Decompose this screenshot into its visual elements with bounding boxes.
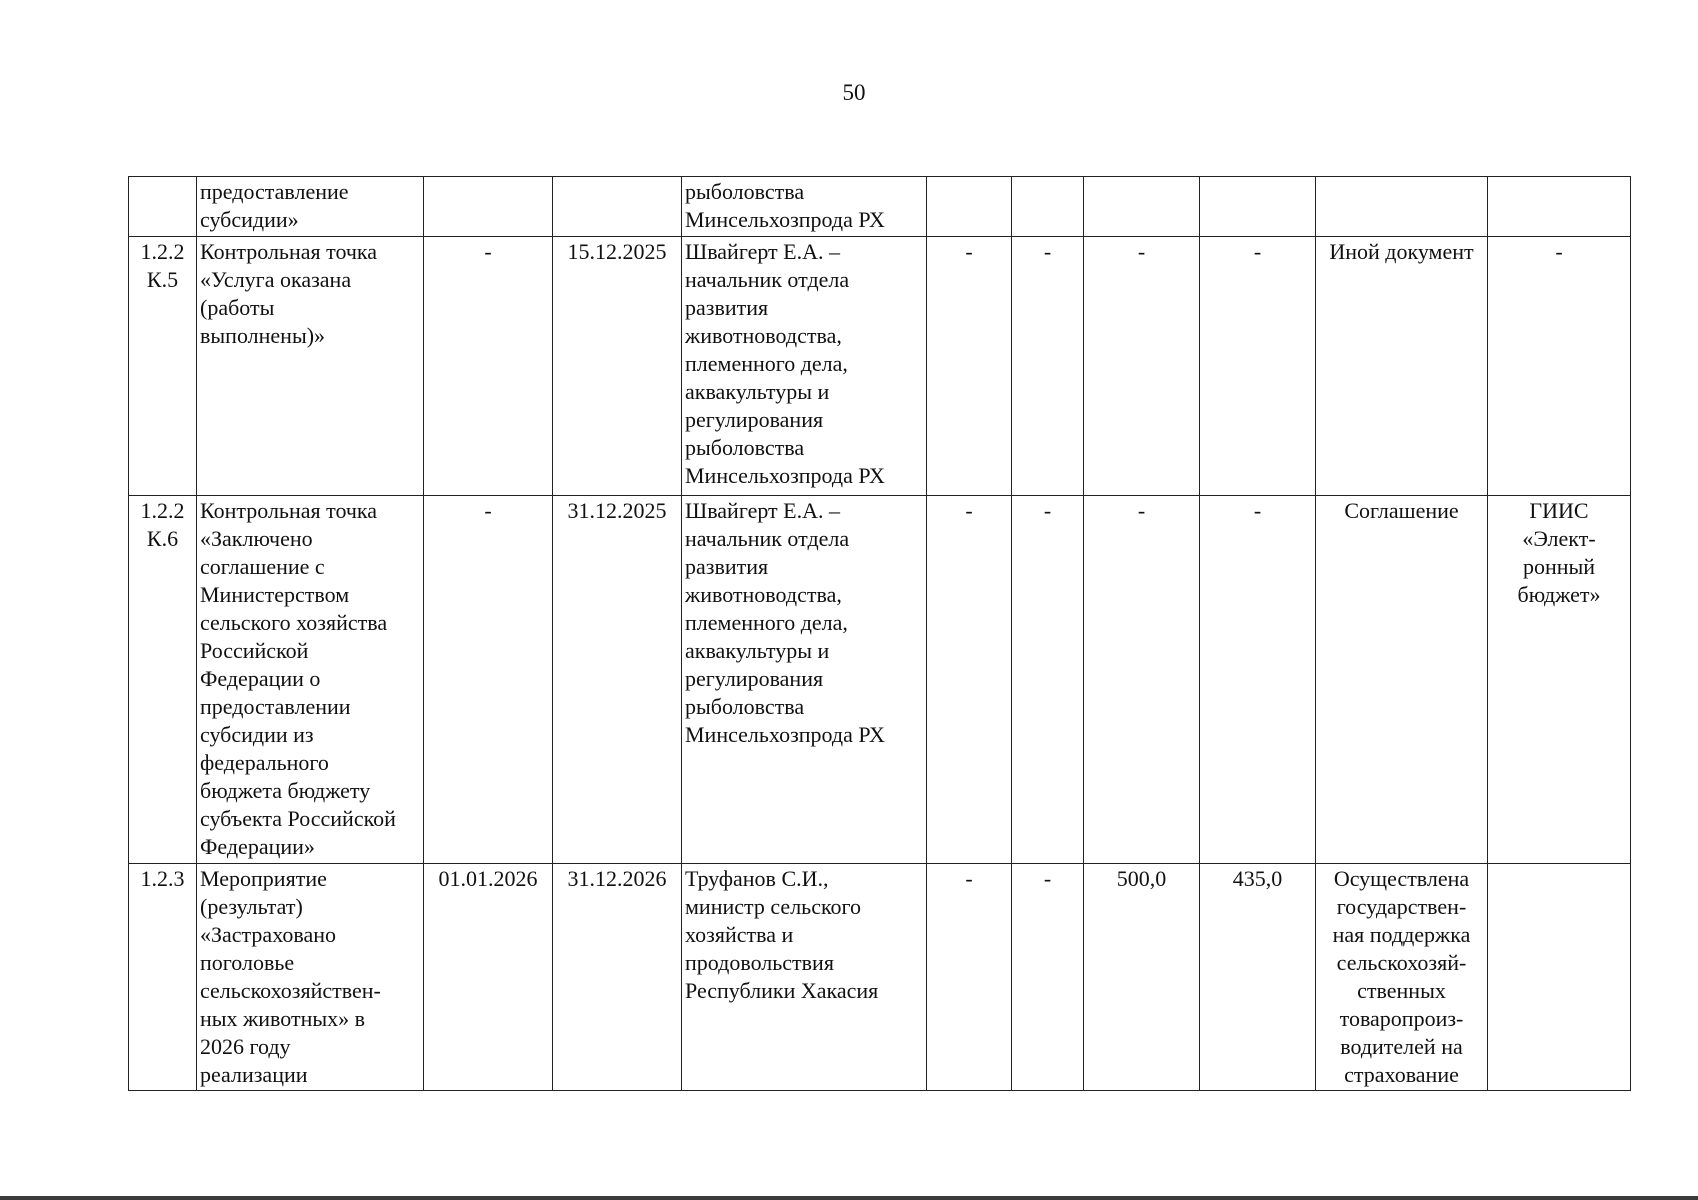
row-value-cell: -: [1012, 237, 1084, 496]
plan-table: [128, 176, 1631, 1091]
row-id-cell: 1.2.3: [129, 864, 197, 1091]
row-value-cell: -: [927, 864, 1012, 1091]
row-document-cell: Осуществлена государствен- ная поддержка сельскохозяй- ственных товаропроиз- водителей на страхование: [1316, 864, 1488, 1091]
table-row: [129, 496, 1631, 864]
row-value-cell: -: [927, 496, 1012, 864]
row-name-cell: Контрольная точка «Услуга оказана (работы выполнены)»: [197, 237, 424, 496]
row-value-cell: [927, 177, 1012, 237]
row-end-date-cell: 31.12.2025: [553, 496, 682, 864]
row-start-date-cell: -: [424, 237, 553, 496]
row-responsible-cell: Швайгерт Е.А. – начальник отдела развития животноводства, племенного дела, аквакультуры и регулирования рыболовства Минсельхозпрода РХ: [682, 237, 927, 496]
row-id-cell: 1.2.2 К.6: [129, 496, 197, 864]
row-end-date-cell: 31.12.2026: [553, 864, 682, 1091]
row-end-date-cell: [553, 177, 682, 237]
row-system-cell: [1488, 864, 1631, 1091]
row-name-cell: Мероприятие (результат) «Застраховано поголовье сельскохозяйствен- ных животных» в 2026 году реализации: [197, 864, 424, 1091]
row-end-date-cell: 15.12.2025: [553, 237, 682, 496]
row-value-cell: -: [1084, 237, 1200, 496]
row-value-cell: -: [927, 237, 1012, 496]
table-row: [129, 237, 1631, 496]
row-start-date-cell: [424, 177, 553, 237]
row-value-cell: [1200, 177, 1316, 237]
row-start-date-cell: 01.01.2026: [424, 864, 553, 1091]
row-value-cell: 435,0: [1200, 864, 1316, 1091]
row-value-cell: [1012, 177, 1084, 237]
row-value-cell: -: [1012, 496, 1084, 864]
scan-edge-divider: [0, 1196, 1698, 1200]
row-id-cell: 1.2.2 К.5: [129, 237, 197, 496]
row-value-cell: -: [1084, 496, 1200, 864]
row-start-date-cell: -: [424, 496, 553, 864]
row-document-cell: Иной документ: [1316, 237, 1488, 496]
row-responsible-cell: рыболовства Минсельхозпрода РХ: [682, 177, 927, 237]
table-row: [129, 177, 1631, 237]
row-name-cell: предоставление субсидии»: [197, 177, 424, 237]
row-value-cell: -: [1200, 237, 1316, 496]
row-value-cell: [1084, 177, 1200, 237]
row-system-cell: -: [1488, 237, 1631, 496]
row-system-cell: [1488, 177, 1631, 237]
row-document-cell: Соглашение: [1316, 496, 1488, 864]
row-value-cell: -: [1012, 864, 1084, 1091]
row-value-cell: 500,0: [1084, 864, 1200, 1091]
row-responsible-cell: Труфанов С.И., министр сельского хозяйства и продовольствия Республики Хакасия: [682, 864, 927, 1091]
row-value-cell: -: [1200, 496, 1316, 864]
row-name-cell: Контрольная точка «Заключено соглашение с Министерством сельского хозяйства Российской Федерации о предоставлении субсидии из федерального бюджета бюджету субъекта Российской Федерации»: [197, 496, 424, 864]
row-id-cell: [129, 177, 197, 237]
row-document-cell: [1316, 177, 1488, 237]
table-row: [129, 864, 1631, 1091]
page-number: 50: [842, 80, 866, 105]
row-responsible-cell: Швайгерт Е.А. – начальник отдела развития животноводства, племенного дела, аквакультуры и регулирования рыболовства Минсельхозпрода РХ: [682, 496, 927, 864]
row-system-cell: ГИИС «Элект- ронный бюджет»: [1488, 496, 1631, 864]
